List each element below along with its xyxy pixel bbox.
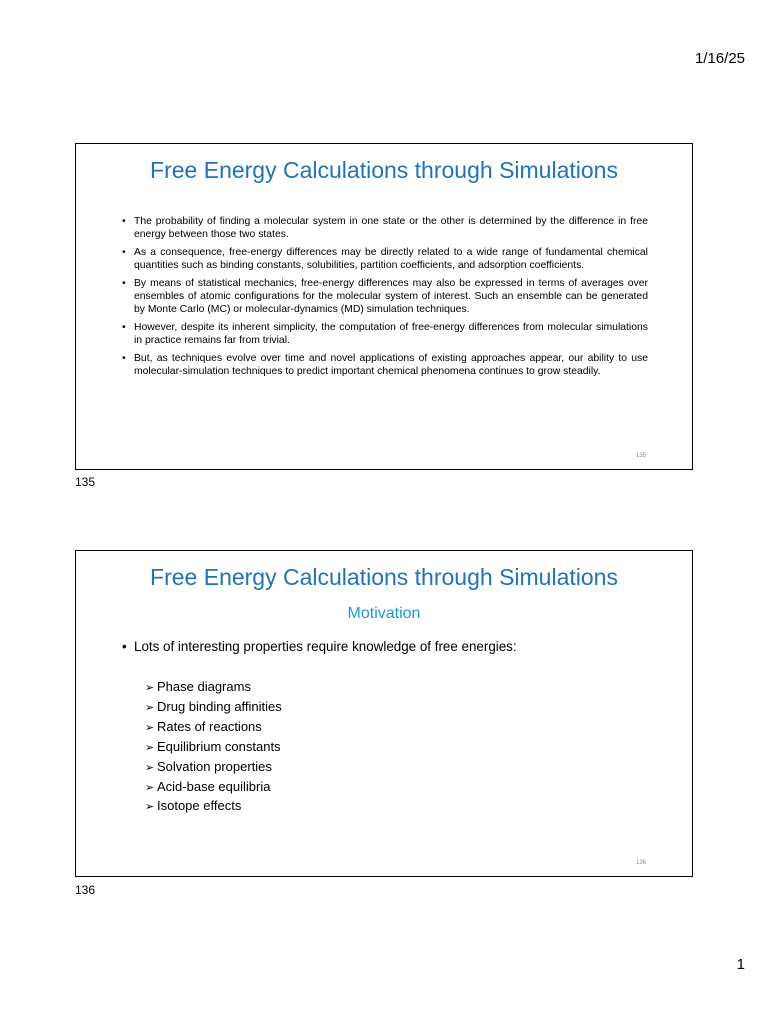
arrow-bullet-icon: ➢ [145, 761, 155, 774]
arrow-item [145, 698, 282, 718]
arrow-bullet-icon: ➢ [145, 741, 155, 754]
bullet-item: • But, as techniques evolve over time and novel applications of existing approaches appear, our ability to use molecular-simulation techniques to predict important chemical phenomena continues to grow steadily. [122, 353, 648, 379]
bullet-list [122, 639, 517, 654]
bullet-item: • The probability of finding a molecular system in one state or the other is determined by the difference in free energy between those two states. [122, 216, 648, 242]
arrow-list [145, 678, 282, 817]
arrow-bullet-icon: ➢ [145, 682, 155, 694]
bullet-list [122, 216, 648, 384]
slide-caption: 136 [75, 883, 96, 897]
arrow-item [145, 758, 282, 778]
arrow-bullet-icon: ➢ [145, 801, 155, 814]
slide-caption: 135 [75, 475, 96, 489]
arrow-item [145, 738, 282, 758]
arrow-item [145, 797, 282, 817]
arrow-bullet-icon: ➢ [145, 781, 155, 794]
bullet-item: • As a consequence, free-energy differences may be directly related to a wide range of fundamental chemical quantities such as binding constants, solubilities, partition coefficients, and adsorption coefficients. [122, 247, 648, 273]
bullet-item: • Lots of interesting properties require knowledge of free energies: [122, 639, 517, 654]
arrow-item-label: Phase diagrams [157, 679, 251, 694]
slide-title: Free Energy Calculations through Simulations [150, 564, 618, 590]
arrow-item-label: Isotope effects [157, 798, 242, 814]
bullet-item: • By means of statistical mechanics, free-energy differences may also be expressed in terms of averages over ensembles of atomic configurations for the molecular system of interest. Such an ensemble can be generated by Monte Carlo (MC) or molecular-dynamics (MD) simulation techniques. [122, 278, 648, 317]
bullet-item: • However, despite its inherent simplicity, the computation of free-energy differences from molecular simulations in practice remains far from trivial. [122, 322, 648, 348]
slide-subtitle: Motivation [347, 605, 421, 622]
slide-135 [75, 143, 693, 470]
arrow-item [145, 778, 282, 798]
slide-number: 136 [635, 860, 646, 866]
arrow-bullet-icon: ➢ [145, 721, 155, 734]
arrow-item-label: Acid-base equilibria [157, 778, 271, 794]
arrow-item-label: Rates of reactions [157, 718, 262, 734]
page-number: 1 [736, 956, 745, 973]
arrow-bullet-icon: ➢ [145, 701, 155, 714]
arrow-item-label: Solvation properties [157, 758, 272, 774]
slide-136 [75, 550, 693, 877]
arrow-item-label: Drug binding affinities [157, 698, 282, 714]
slide-number: 135 [635, 453, 646, 459]
arrow-item-label: Equilibrium constants [157, 738, 281, 754]
slide-title: Free Energy Calculations through Simulations [150, 157, 618, 183]
arrow-item [145, 678, 282, 698]
arrow-item [145, 718, 282, 738]
print-date: 1/16/25 [694, 50, 745, 67]
